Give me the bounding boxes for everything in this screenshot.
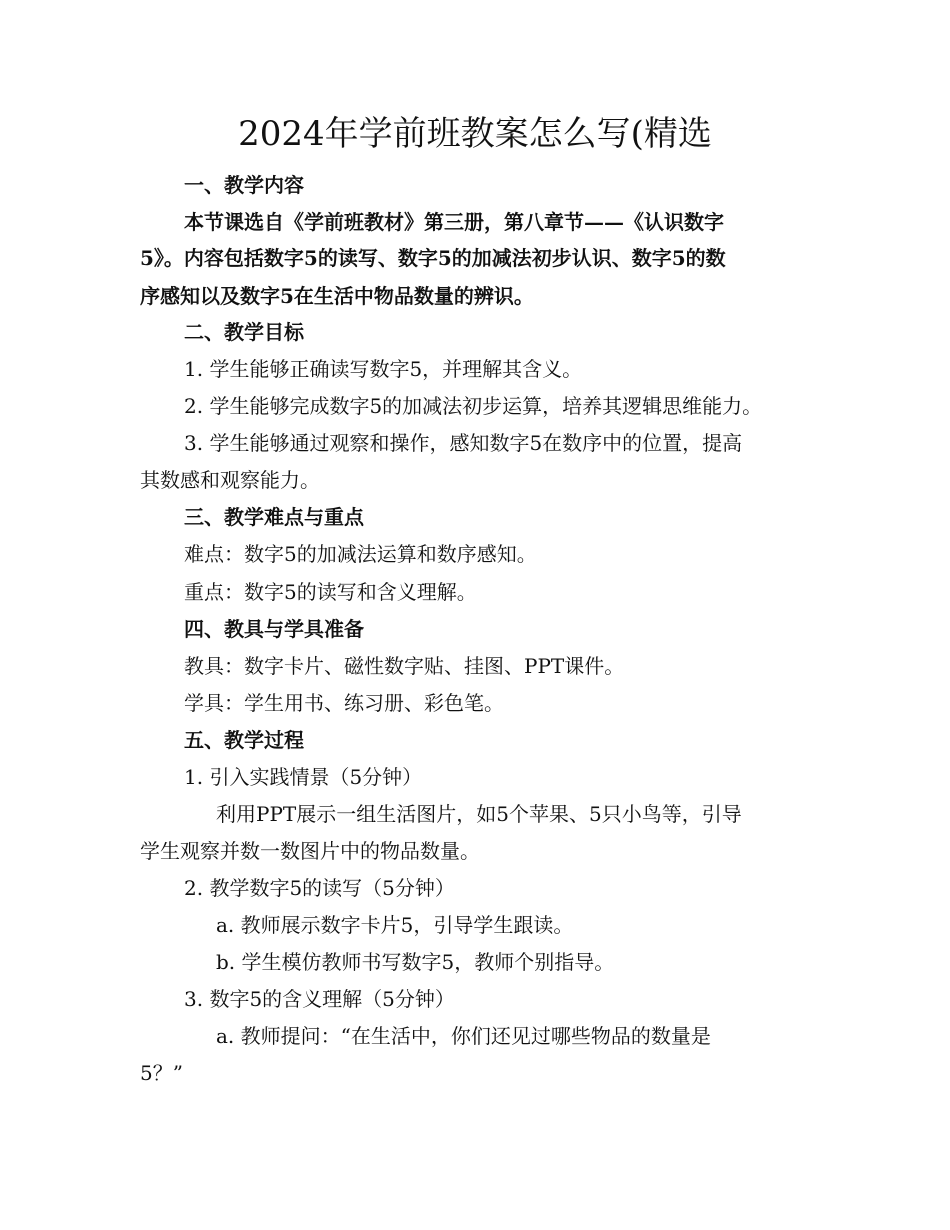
list-item: 3. 数字5的含义理解（5分钟） <box>184 987 455 1011</box>
sub-list-item: b. 学生模仿教师书写数字5，教师个别指导。 <box>216 950 615 974</box>
heading-materials: 四、教具与学具准备 <box>184 617 364 641</box>
paragraph-line: 利用PPT展示一组生活图片，如5个苹果、5只小鸟等，引导 <box>216 802 742 826</box>
list-item: 3. 学生能够通过观察和操作，感知数字5在数序中的位置，提高 <box>184 431 743 455</box>
list-item: 1. 学生能够正确读写数字5，并理解其含义。 <box>184 357 583 381</box>
paragraph-line: 难点：数字5的加减法运算和数序感知。 <box>184 542 537 566</box>
paragraph-line: 本节课选自《学前班教材》第三册，第八章节——《认识数字 <box>184 210 724 234</box>
paragraph-line: 序感知以及数字5在生活中物品数量的辨识。 <box>140 284 534 308</box>
heading-teaching-goals: 二、教学目标 <box>184 320 304 344</box>
list-item-continuation: 其数感和观察能力。 <box>140 468 320 492</box>
heading-process: 五、教学过程 <box>184 728 304 752</box>
heading-teaching-content: 一、教学内容 <box>184 173 304 197</box>
list-item: 2. 学生能够完成数字5的加减法初步运算，培养其逻辑思维能力。 <box>184 394 763 418</box>
paragraph-line: 教具：数字卡片、磁性数字贴、挂图、PPT课件。 <box>184 654 625 678</box>
sub-list-item: a. 教师展示数字卡片5，引导学生跟读。 <box>216 913 574 937</box>
list-item: 1. 引入实践情景（5分钟） <box>184 765 423 789</box>
sub-list-item-continuation: 5？” <box>140 1061 183 1085</box>
paragraph-line: 学生观察并数一数图片中的物品数量。 <box>140 839 480 863</box>
paragraph-line: 5》。内容包括数字5的读写、数字5的加减法初步认识、数字5的数 <box>140 246 726 270</box>
document-title: 2024年学前班教案怎么写(精选 <box>238 114 712 154</box>
paragraph-line: 学具：学生用书、练习册、彩色笔。 <box>184 691 504 715</box>
paragraph-line: 重点：数字5的读写和含义理解。 <box>184 580 477 604</box>
heading-difficulties: 三、教学难点与重点 <box>184 505 364 529</box>
sub-list-item: a. 教师提问：“在生活中，你们还见过哪些物品的数量是 <box>216 1024 711 1048</box>
list-item: 2. 教学数字5的读写（5分钟） <box>184 876 455 900</box>
